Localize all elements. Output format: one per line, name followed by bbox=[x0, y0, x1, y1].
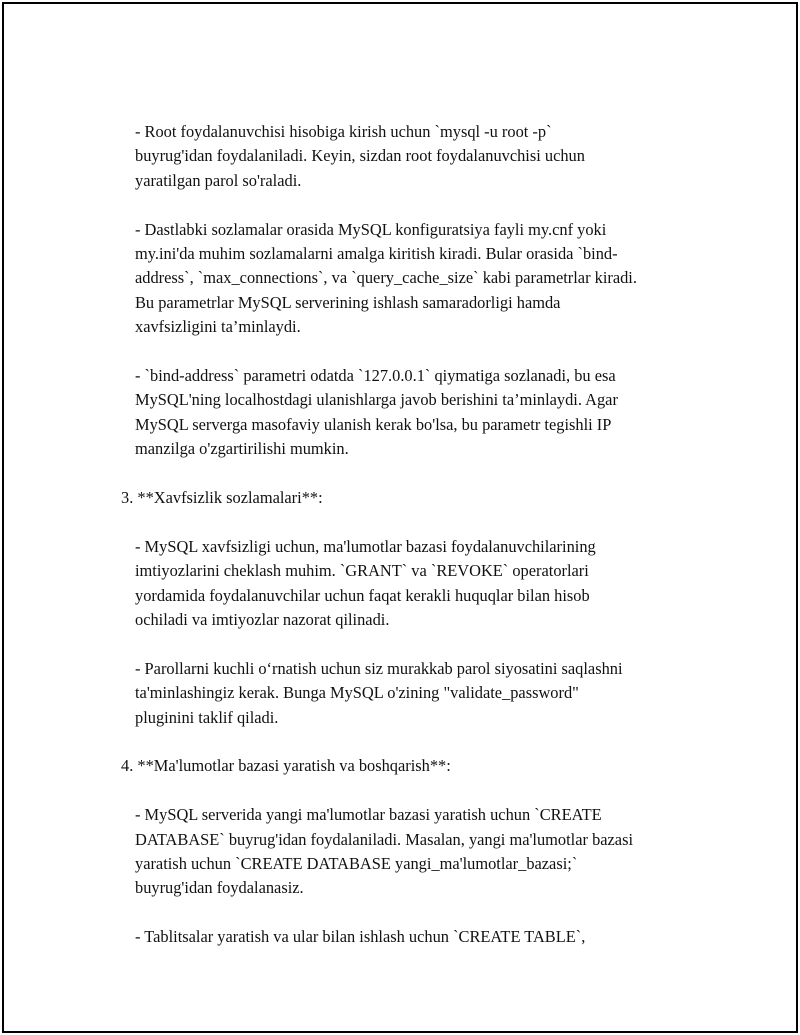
bullet-paragraph bbox=[121, 803, 691, 901]
text-line: - MySQL xavfsizligi uchun, ma'lumotlar bazasi foydalanuvchilarining bbox=[135, 536, 596, 556]
text-line: MySQL'ning localhostdagi ulanishlarga javob berishini ta’minlaydi. Agar bbox=[135, 390, 618, 410]
text-line: buyrug'idan foydalanasiz. bbox=[135, 878, 304, 898]
text-line: address`, `max_connections`, va `query_cache_size` kabi parametrlar kiradi. bbox=[135, 268, 637, 288]
text-line: xavfsizligini ta’minlaydi. bbox=[135, 317, 301, 337]
text-line: ochiladi va imtiyozlar nazorat qilinadi. bbox=[135, 610, 390, 630]
text-line: - Root foydalanuvchisi hisobiga kirish uchun `mysql -u root -p` bbox=[135, 122, 552, 141]
bullet-paragraph bbox=[121, 925, 691, 949]
text-line: yaratish uchun `CREATE DATABASE yangi_ma'lumotlar_bazasi;` bbox=[135, 854, 578, 874]
section-heading bbox=[121, 486, 691, 510]
text-line: ta'minlashingiz kerak. Bunga MySQL o'zining "validate_password" bbox=[135, 683, 579, 703]
text-line: - MySQL serverida yangi ma'lumotlar bazasi yaratish uchun `CREATE bbox=[135, 805, 602, 825]
document-body bbox=[121, 120, 691, 974]
text-line: - Parollarni kuchli o‘rnatish uchun siz murakkab parol siyosatini saqlashni bbox=[135, 658, 623, 678]
text-line: yordamida foydalanuvchilar uchun faqat kerakli huquqlar bilan hisob bbox=[135, 585, 590, 605]
bullet-paragraph bbox=[121, 364, 691, 462]
bullet-paragraph bbox=[121, 657, 691, 730]
text-line: - Tablitsalar yaratish va ular bilan ishlash uchun `CREATE TABLE`, bbox=[135, 927, 586, 947]
bullet-paragraph bbox=[121, 218, 691, 340]
text-line: my.ini'da muhim sozlamalarni amalga kiritish kiradi. Bular orasida `bind- bbox=[135, 244, 618, 264]
text-line: Bu parametrlar MySQL serverining ishlash samaradorligi hamda bbox=[135, 292, 561, 312]
text-line: pluginini taklif qiladi. bbox=[135, 707, 279, 727]
text-line: yaratilgan parol so'raladi. bbox=[135, 170, 302, 190]
text-line: - `bind-address` parametri odatda `127.0.0.1` qiymatiga sozlanadi, bu esa bbox=[135, 366, 616, 386]
text-line: 4. **Ma'lumotlar bazasi yaratish va boshqarish**: bbox=[121, 756, 451, 776]
text-line: 3. **Xavfsizlik sozlamalari**: bbox=[121, 488, 323, 508]
text-line: manzilga o'zgartirilishi mumkin. bbox=[135, 439, 349, 459]
text-line: buyrug'idan foydalaniladi. Keyin, sizdan root foydalanuvchisi uchun bbox=[135, 146, 585, 166]
bullet-paragraph bbox=[121, 535, 691, 633]
section-heading bbox=[121, 754, 691, 778]
text-line: - Dastlabki sozlamalar orasida MySQL konfiguratsiya fayli my.cnf yoki bbox=[135, 219, 607, 239]
bullet-paragraph bbox=[121, 120, 691, 193]
text-line: imtiyozlarini cheklash muhim. `GRANT` va `REVOKE` operatorlari bbox=[135, 561, 589, 581]
page-frame bbox=[2, 2, 798, 1033]
text-line: DATABASE` buyrug'idan foydalaniladi. Masalan, yangi ma'lumotlar bazasi bbox=[135, 829, 634, 849]
text-line: MySQL serverga masofaviy ulanish kerak bo'lsa, bu parametr tegishli IP bbox=[135, 414, 612, 434]
